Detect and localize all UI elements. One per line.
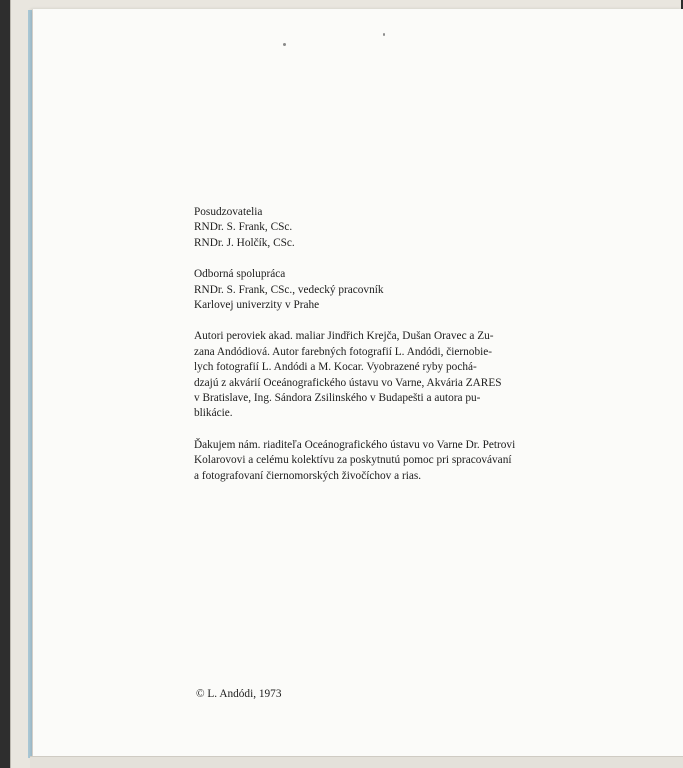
- reviewer-name: RNDr. J. Holčík, CSc.: [194, 236, 295, 249]
- credits-line: v Bratislave, Ing. Sándora Zsilinského v Budapešti a autora pu-: [194, 392, 481, 405]
- credits-line: dzajú z akvárií Oceánografického ústavu vo Varne, Akvária ZARES: [194, 376, 502, 389]
- cover-spine-strip: [28, 10, 32, 758]
- collaboration-line: Karlovej univerzity v Prahe: [194, 299, 320, 312]
- credits-line: Autori peroviek akad. maliar Jindřich Krejča, Dušan Oravec a Zu-: [194, 330, 494, 343]
- credits-line: blikácie.: [194, 407, 233, 420]
- paper-speck: [383, 33, 385, 36]
- reviewer-name: RNDr. S. Frank, CSc.: [194, 221, 293, 234]
- thanks-line: Ďakujem nám. riaditeľa Oceánografického ústavu vo Varne Dr. Petrovi: [194, 438, 516, 451]
- paper-speck: [283, 43, 286, 46]
- credits-paragraph: [194, 329, 574, 421]
- collaboration-heading: Odborná spolupráca: [194, 268, 286, 281]
- reviewers-heading: Posudzovatelia: [194, 206, 263, 218]
- thanks-line: a fotografovaní čiernomorských živočíchov a rias.: [194, 469, 422, 482]
- copyright-notice: © L. Andódi, 1973: [196, 688, 282, 700]
- reviewers-section: [194, 205, 574, 251]
- page-bottom-edge: [30, 756, 683, 768]
- collaboration-line: RNDr. S. Frank, CSc., vedecký pracovník: [194, 283, 384, 296]
- credits-line: lych fotografií L. Andódi a M. Kocar. Vyobrazené ryby pochá-: [194, 361, 477, 374]
- imprint-text: [194, 205, 574, 484]
- thanks-line: Kolarovovi a celému kolektívu za poskytnutú pomoc pri spracovávaní: [194, 454, 512, 467]
- thanks-paragraph: [194, 438, 574, 484]
- credits-line: zana Andódiová. Autor farebných fotografií L. Andódi, čiernobie-: [194, 345, 493, 358]
- collaboration-section: [194, 267, 574, 313]
